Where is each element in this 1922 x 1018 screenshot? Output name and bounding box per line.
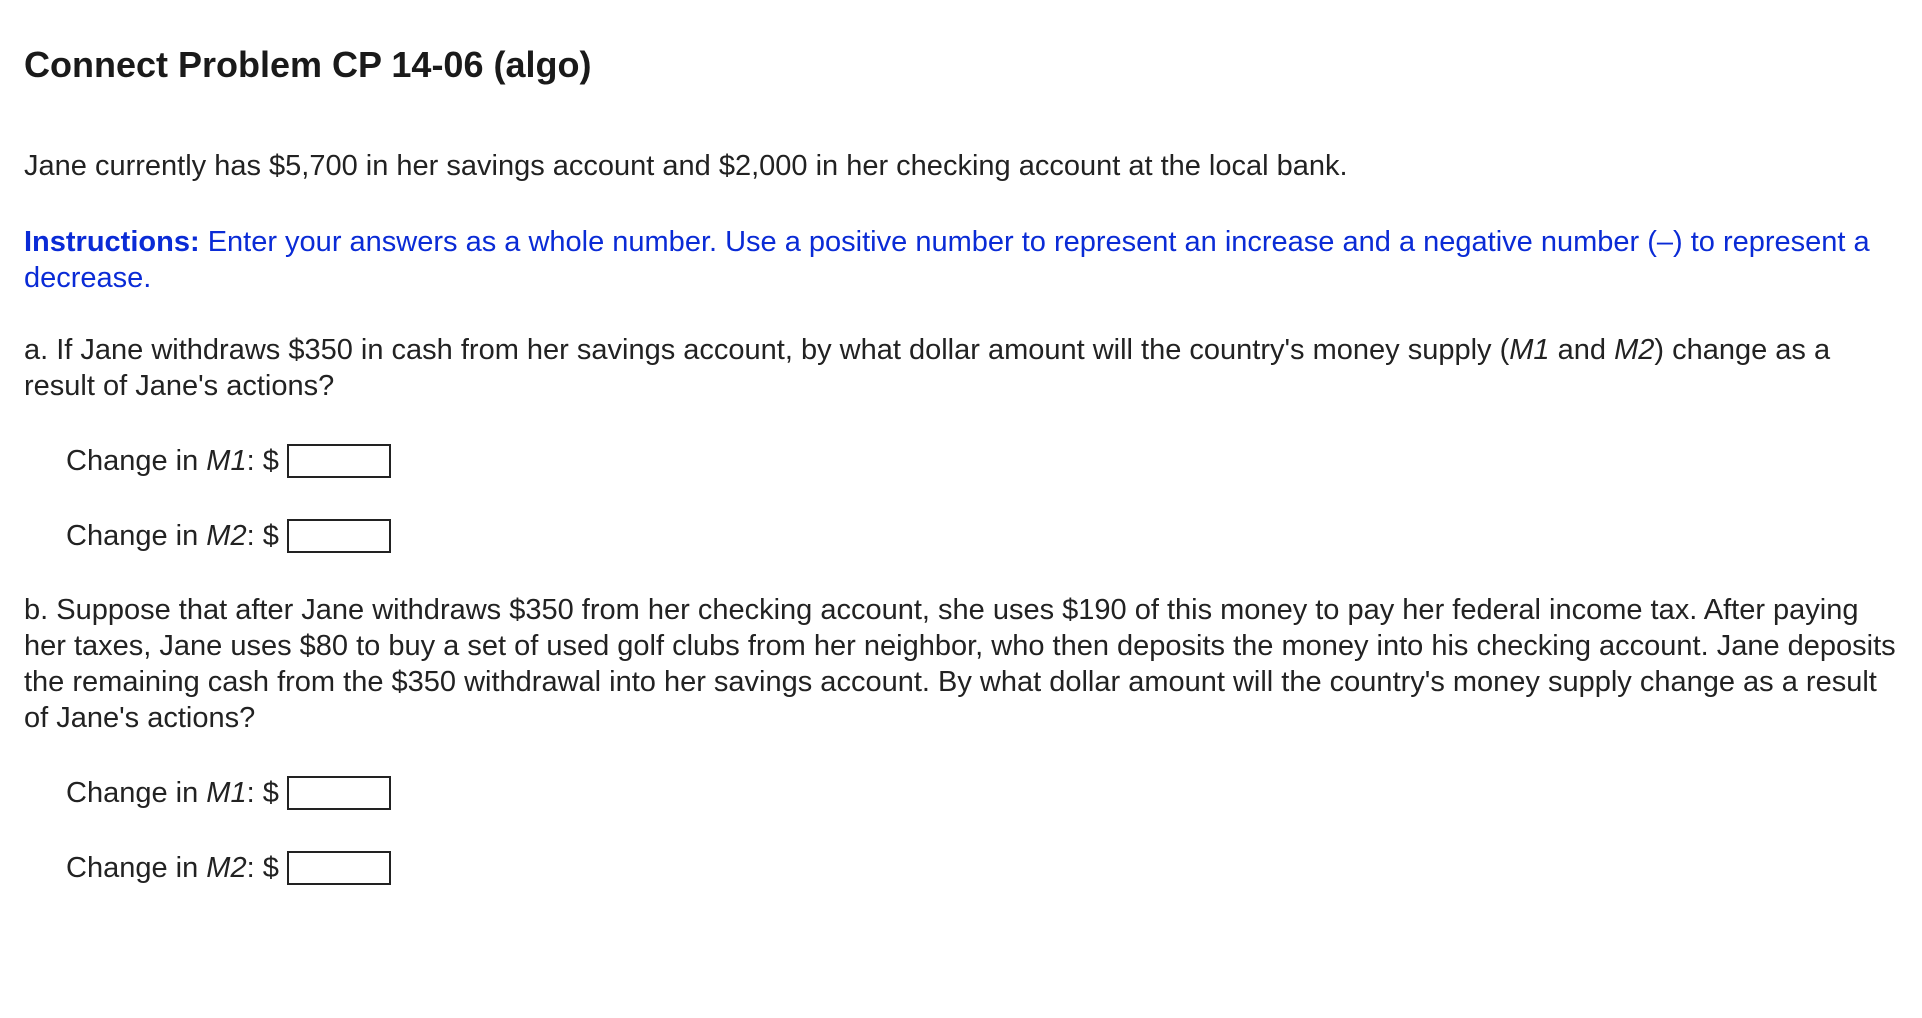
answer-label-suffix: : $	[246, 777, 279, 809]
question-a-m1: M1	[1509, 334, 1550, 366]
a-m1-input[interactable]	[287, 444, 391, 478]
instructions-text: Enter your answers as a whole number. Use a positive number to represent an increase and a negative number (–) to represent a decrease.	[24, 226, 1870, 294]
answer-label-m1: M1	[206, 777, 247, 809]
problem-intro: Jane currently has $5,700 in her savings account and $2,000 in her checking account at the local bank.	[24, 150, 1348, 182]
answer-label-m2: M2	[206, 852, 247, 884]
instructions	[24, 224, 1904, 296]
b-m2-input[interactable]	[287, 851, 391, 885]
answer-label-m1: M1	[206, 445, 247, 477]
answer-row-a-m2	[66, 516, 391, 556]
answer-label-suffix: : $	[246, 852, 279, 884]
answer-label-prefix: Change in	[66, 852, 199, 884]
b-m1-input[interactable]	[287, 776, 391, 810]
answer-label-suffix: : $	[246, 520, 279, 552]
question-b: b. Suppose that after Jane withdraws $350 from her checking account, she uses $190 of this money to pay her federal income tax. After paying her taxes, Jane uses $80 to buy a set of used golf clubs from her neighbor, who then deposits the money into his checking account. Jane deposits the remaining cash from the $350 withdrawal into her savings account. By what dollar amount will the country's money supply change as a result of Jane's actions?	[24, 594, 1896, 734]
page-title: Connect Problem CP 14-06 (algo)	[24, 44, 592, 85]
answer-label-prefix: Change in	[66, 777, 199, 809]
answer-label-prefix: Change in	[66, 520, 199, 552]
answer-row-b-m2	[66, 848, 391, 888]
a-m2-input[interactable]	[287, 519, 391, 553]
question-a	[24, 332, 1904, 404]
question-a-and: and	[1549, 334, 1615, 366]
question-a-text-2: ) change as a result of Jane's actions?	[24, 334, 1831, 402]
question-a-text-1: a. If Jane withdraws $350 in cash from her savings account, by what dollar amount will the country's money supply (	[24, 334, 1510, 366]
question-a-m2: M2	[1614, 334, 1655, 366]
answer-label-suffix: : $	[246, 445, 279, 477]
answer-row-b-m1	[66, 773, 391, 813]
instructions-lead: Instructions:	[24, 226, 200, 258]
answer-row-a-m1	[66, 441, 391, 481]
answer-label-prefix: Change in	[66, 445, 199, 477]
answer-label-m2: M2	[206, 520, 247, 552]
